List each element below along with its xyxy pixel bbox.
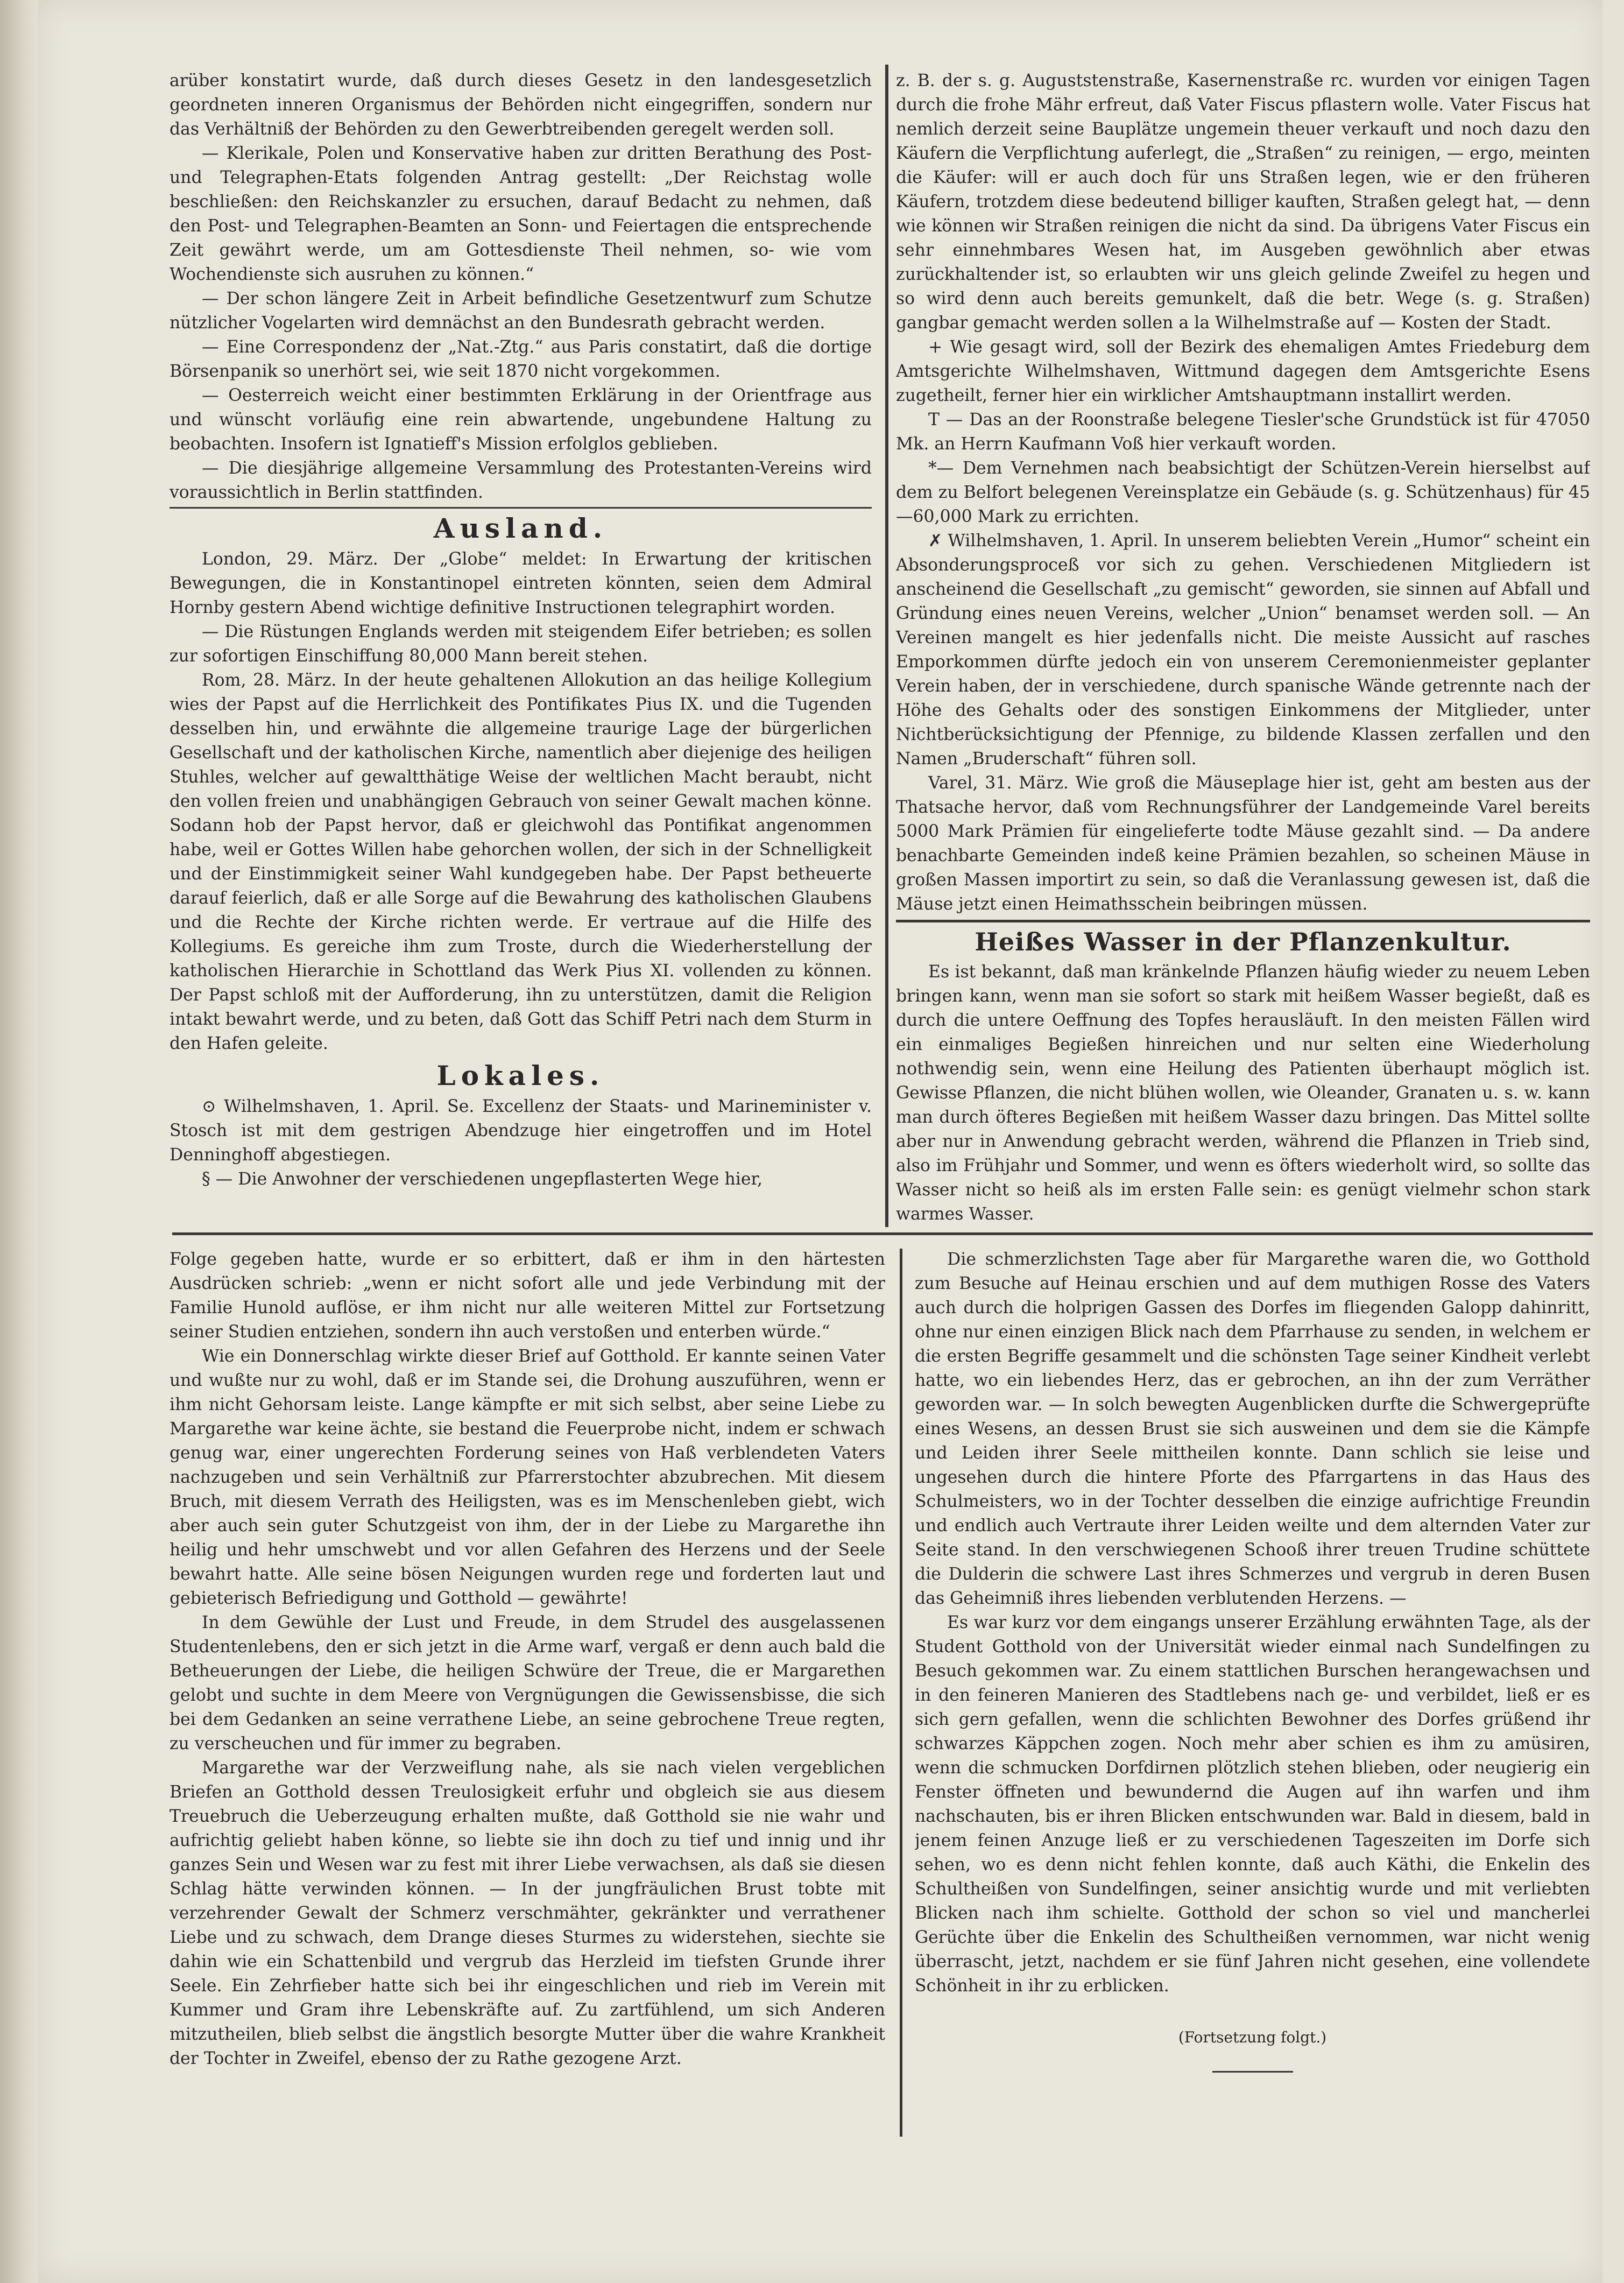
section-heading-lokales: Lokales. <box>436 1060 605 1091</box>
news-paragraph: ✗ Wilhelmshaven, 1. April. In unserem beliebten Verein „Humor“ scheint ein Absonderungsproceß vor sich zu gehen. Verschiedenen Mitgliedern ist anscheinend die Gesellschaft „zu gemischt“ geworden, sie sinnen auf Abfall und Gründung eines neuen Vereins, welcher „Union“ benamset werden soll. — An Vereinen mangelt es hier jedenfalls nicht. Die meiste Aussicht auf rasches Emporkommen dürfte jedoch ein von unserem Ceremonienmeister geplanter Verein haben, der in verschiedene, durch spanische Wände getrennte nach der Höhe des Gehalts oder des sonstigen Einkommens der Mitglieder, unter Nichtberücksichtigung der Pfennige, zu bildende Klassen zerfallen und den Namen „Bruderschaft“ führen soll. <box>896 531 1590 769</box>
news-paragraph: ⊙ Wilhelmshaven, 1. April. Se. Excellenz der Staats- und Marineminister v. Stosch ist mit dem gestrigen Abendzuge hier eingetroffen und im Hotel Denninghoff abgestiegen. <box>170 1097 872 1165</box>
story-paragraph: Folge gegeben hatte, wurde er so erbittert, daß er ihm in den härtesten Ausdrücken schrieb: „wenn er nicht sofort alle und jede Verbindung mit der Familie Hunold auflöse, er ihm nicht nur alle weiteren Mittel zur Fortsetzung seiner Studien entziehen, sondern ihn auch verstoßen und enterben würde.“ <box>170 1250 885 1342</box>
top-right-column <box>896 69 1590 1231</box>
end-rule <box>1212 2071 1293 2073</box>
bottom-right-column <box>915 1248 1590 2152</box>
section-divider-line <box>172 1232 1593 1235</box>
story-paragraph: Wie ein Donnerschlag wirkte dieser Brief auf Gotthold. Er kannte seinen Vater und wußte nur zu wohl, daß er im Stande sei, die Drohung auszuführen, wenn er ihm nicht Gehorsam leiste. Lange kämpfte er mit sich selbst, aber seine Liebe zu Margarethe war keine ächte, sie bestand die Feuerprobe nicht, indem er schwach genug war, einer ungerechten Forderung seines von Haß verblendeten Vaters nachzugeben und sein Verhältniß zur Pfarrerstochter abzubrechen. Mit diesem Bruch, mit diesem Verrath des Heiligsten, was es im Menschenleben giebt, wich aber auch sein guter Schutzgeist von ihm, der in der Liebe zu Margarethe ihn heilig und hehr umschwebt und vor allen Gefahren des Herzens und der Seele bewahrt hatte. Alle seine bösen Neigungen wurden rege und forderten laut und gebieterisch Befriedigung und Gotthold — gewährte! <box>170 1347 885 1608</box>
news-paragraph: London, 29. März. Der „Globe“ meldet: In Erwartung der kritischen Bewegungen, die in Konstantinopel eintreten könnten, seien dem Admiral Hornby gestern Abend wichtige definitive Instructionen telegraphirt worden. <box>170 549 872 617</box>
news-paragraph: — Der schon längere Zeit in Arbeit befindliche Gesetzentwurf zum Schutze nützlicher Vogelarten wird demnächst an den Bundesrath gebracht werden. <box>170 289 872 333</box>
news-paragraph: — Oesterreich weicht einer bestimmten Erklärung in der Orientfrage aus und wünscht vorläufig eine rein abwartende, ungebundene Haltung zu beobachten. Insofern ist Ignatieff's Mission erfolglos geblieben. <box>170 386 872 454</box>
column-rule-bottom <box>900 1249 902 2137</box>
bottom-left-column <box>170 1248 885 2152</box>
news-paragraph: arüber konstatirt wurde, daß durch dieses Gesetz in den landesgesetzlich geordneten inneren Organismus der Behörden nicht eingegriffen, sondern nur das Verhältniß der Behörden zu den Gewerbtreibenden geregelt werden soll. <box>170 71 872 139</box>
story-paragraph: Margarethe war der Verzweiflung nahe, als sie nach vielen vergeblichen Briefen an Gotthold dessen Treulosigkeit erfuhr und obgleich sie aus diesem Treuebruch die Ueberzeugung erhalten mußte, daß Gotthold sie nie wahr und aufrichtig geliebt haben könne, so liebte sie ihn doch zu tief und innig und ihr ganzes Sein und Wesen war zu fest mit ihrer Liebe verwachsen, als daß sie diesen Schlag hätte verwinden können. — In der jungfräulichen Brust tobte mit verzehrender Gewalt der Schmerz verschmähter, gekränkter und verrathener Liebe und zu schwach, dem Drange dieses Sturmes zu widerstehen, siechte sie dahin wie ein Schattenbild und vergrub das Herzleid im tiefsten Grunde ihrer Seele. Ein Zehrfieber hatte sich bei ihr eingeschlichen und rieb im Verein mit Kummer und Gram ihre Lebenskräfte auf. Zu zartfühlend, um sich Anderen mitzutheilen, blieb selbst die ängstlich besorgte Mutter über die wahre Krankheit der Tochter in Zweifel, ebenso der zu Rathe gezogene Arzt. <box>170 1758 885 2068</box>
news-paragraph: Rom, 28. März. In der heute gehaltenen Allokution an das heilige Kollegium wies der Papst auf die Herrlichkeit des Pontifikates Pius IX. und die Tugenden desselben hin, und erwähnte die allgemeine traurige Lage der bürgerlichen Gesellschaft und der katholischen Kirche, namentlich aber diejenige des heiligen Stuhles, welcher auf gewaltthätige Weise der weltlichen Macht beraubt, nicht den vollen freien und unabhängigen Gebrauch von seiner Gewalt machen könne. Sodann hob der Papst hervor, daß er gleichwohl das Pontifikat angenommen habe, weil er Gottes Willen habe gehorchen wollen, der sich in der Schnelligkeit und der Einstimmigkeit seiner Wahl kundgegeben habe. Der Papst betheuerte darauf feierlich, daß er alle Sorge auf die Bewahrung des katholischen Glaubens und die Rechte der Kirche richten werde. Er vertraue auf die Hilfe des Kollegiums. Es gereiche ihm zum Troste, durch die Wiederherstellung der katholischen Hierarchie in Schottland das Werk Pius XI. vollenden zu können. Der Papst schloß mit der Aufforderung, ihn zu unterstützen, damit die Religion intakt bewahrt werde, und zu beten, daß Gott das Schiff Petri nach dem Sturm in den Hafen geleite. <box>170 671 872 1053</box>
news-paragraph: § — Die Anwohner der verschiedenen ungepflasterten Wege hier, <box>202 1169 763 1189</box>
news-paragraph: — Eine Correspondenz der „Nat.-Ztg.“ aus Paris constatirt, daß die dortige Börsenpanik so unerhört sei, wie seit 1870 nicht vorgekommen. <box>170 337 872 381</box>
column-rule-top <box>885 65 888 1227</box>
story-paragraph: In dem Gewühle der Lust und Freude, in dem Strudel des ausgelassenen Studentenlebens, den er sich jetzt in die Arme warf, vergaß er denn auch bald die Betheuerungen der Liebe, die heiligen Schwüre der Treue, die er Margarethen gelobt und suchte in dem Meere von Vergnügungen die Gewissensbisse, die sich bei dem Gedanken an seine verrathene Liebe, an seine gebrochene Treue regten, zu verscheuchen und für immer zu begraben. <box>170 1613 885 1753</box>
article-heading: Heißes Wasser in der Pflanzenkultur. <box>975 927 1512 956</box>
story-paragraph: Die schmerzlichsten Tage aber für Margarethe waren die, wo Gotthold zum Besuche auf Heinau erschien und auf dem muthigen Rosse des Vaters auch durch die holprigen Gassen des Dorfes im fliegenden Galopp dahinritt, ohne nur einen einzigen Blick nach dem Pfarrhause zu senden, in welchem er die ersten Begriffe gesammelt und die schönsten Tage seiner Kindheit verlebt hatte, wo ein liebendes Herz, das er gebrochen, an ihn der zum Verräther geworden war. — In solch bewegten Augenblicken durfte die Schwergeprüfte eines Wesens, an dessen Brust sie sich ausweinen und dem sie die Kämpfe und Leiden ihrer Seele mittheilen konnte. Dann schlich sie leise und ungesehen durch die hintere Pforte des Pfarrgartens in das Haus des Schulmeisters, wo in der Tochter desselben die einzige aufrichtige Freundin und endlich auch Vertraute ihrer Leiden weilte und dem alternden Vater zur Seite stand. In den verschwiegenen Schooß ihrer treuen Trudine schüttete die Dulderin die schwere Last ihres Schmerzes und vergrub in deren Busen das Geheimniß ihres liebenden verblutenden Herzens. — <box>915 1250 1590 1608</box>
top-left-column <box>170 69 872 1231</box>
news-paragraph: T — Das an der Roonstraße belegene Tiesler'sche Grundstück ist für 47050 Mk. an Herrn Kaufmann Voß hier verkauft worden. <box>896 410 1590 454</box>
heading-rule <box>896 920 1590 922</box>
continuation-note: (Fortsetzung folgt.) <box>1178 2028 1327 2046</box>
article-paragraph: Es ist bekannt, daß man kränkelnde Pflanzen häufig wieder zu neuem Leben bringen kann, wenn man sie sofort so stark mit heißem Wasser begießt, daß es durch die untere Oeffnung des Topfes herausläuft. In den meisten Fällen wird ein einmaliges Begießen hinreichen und nur selten eine Wiederholung nothwendig sein, wenn eine Heilung des Patienten überhaupt möglich ist. Gewisse Pflanzen, die nicht blühen wollen, wie Oleander, Granaten u. s. w. kann man durch öfteres Begießen mit heißem Wasser dazu bringen. Das Mittel sollte aber nur in Anwendung gebracht werden, während die Pflanzen in Trieb sind, also im Frühjahr und Sommer, und wenn es öfters wiederholt wird, so sollte das Wasser nicht so heiß als im ersten Falle sein: es genügt vielmehr schon stark warmes Wasser. <box>896 962 1590 1224</box>
news-paragraph: — Die diesjährige allgemeine Versammlung des Protestanten-Vereins wird voraussichtlich in Berlin stattfinden. <box>170 459 872 502</box>
news-paragraph: *— Dem Vernehmen nach beabsichtigt der Schützen-Verein hierselbst auf dem zu Belfort belegenen Vereinsplatze ein Gebäude (s. g. Schützenhaus) für 45—60,000 Mark zu errichten. <box>896 459 1590 526</box>
section-heading-ausland: Ausland. <box>433 512 608 544</box>
story-paragraph: Es war kurz vor dem eingangs unserer Erzählung erwähnten Tage, als der Student Gotthold von der Universität wieder einmal nach Sundelfingen zu Besuch gekommen war. Zu einem stattlichen Burschen herangewachsen und in den feineren Manieren des Stadtlebens nach ge- und verbildet, ließ er es sich gern gefallen, wenn die schlichten Bewohner des Dorfes grüßend ihr schwarzes Käppchen zogen. Noch mehr aber schien es ihm zu amüsiren, wenn die schmucken Dorfdirnen plötzlich stehen blieben, oder neugierig ein Fenster öffneten und bewundernd die Augen auf ihn warfen und ihm nachschauten, bis er ihren Blicken entschwunden war. Bald in diesem, bald in jenem feinen Anzuge ließ er zu verschiedenen Tageszeiten im Dorfe sich sehen, wo es denn nicht fehlen konnte, daß auch Käthi, die Enkelin des Schultheißen von Sundelfingen, seiner ansichtig wurde und mit verliebten Blicken nach ihm schielte. Gotthold der schon so viel und mancherlei Gerüchte über die Enkelin des Schultheißen vernommen, war nicht wenig überrascht, jetzt, nachdem er sie fünf Jahren nicht gesehen, eine vollendete Schönheit in ihr zu erblicken. <box>915 1613 1590 1996</box>
news-paragraph: — Klerikale, Polen und Konservative haben zur dritten Berathung des Post- und Telegraphen-Etats folgenden Antrag gestellt: „Der Reichstag wolle beschließen: den Reichskanzler zu ersuchen, darauf Bedacht zu nehmen, daß den Post- und Telegraphen-Beamten an Sonn- und Feiertagen die entsprechende Zeit gewährt werde, um am Gottesdienste Theil nehmen, so- wie vom Wochendienste sich ausruhen zu können.“ <box>170 144 872 284</box>
news-paragraph: z. B. der s. g. Auguststenstraße, Kasernenstraße rc. wurden vor einigen Tagen durch die frohe Mähr erfreut, daß Vater Fiscus pflastern wolle. Vater Fiscus hat nemlich derzeit seine Bauplätze ungemein theuer verkauft und noch dazu den Käufern die Verpflichtung auferlegt, die „Straßen“ zu reinigen, — ergo, meinten die Käufer: will er auch doch für uns Straßen legen, wie er den früheren Käufern, trotzdem diese bedeutend billiger kauften, Straßen gelegt hat, — denn wie können wir Straßen reinigen die nicht da sind. Da übrigens Vater Fiscus ein sehr einnehmbares Wesen hat, im Ausgeben gewöhnlich aber etwas zurückhaltender ist, so erlaubten wir uns gleich gelinde Zweifel zu hegen und so wird denn auch bereits gemunkelt, daß die betr. Wege (s. g. Straßen) gangbar gemacht werden sollen a la Wilhelmstraße auf — Kosten der Stadt. <box>896 71 1590 333</box>
news-paragraph: Varel, 31. März. Wie groß die Mäuseplage hier ist, geht am besten aus der Thatsache hervor, daß vom Rechnungsführer der Landgemeinde Varel bereits 5000 Mark Prämien für eingelieferte todte Mäuse gezahlt sind. — Da andere benachbarte Gemeinden indeß keine Prämien bezahlen, so scheinen Mäuse in großen Massen importirt zu sein, so daß die Veranlassung gewesen ist, daß die Mäuse jetzt einen Heimathsschein beibringen müssen. <box>896 773 1590 914</box>
news-paragraph: — Die Rüstungen Englands werden mit steigendem Eifer betrieben; es sollen zur sofortigen Einschiffung 80,000 Mann bereit stehen. <box>170 622 872 666</box>
page-binding-edge <box>0 0 38 2283</box>
news-paragraph: + Wie gesagt wird, soll der Bezirk des ehemaligen Amtes Friedeburg dem Amtsgerichte Wilhelmshaven, Wittmund dagegen dem Amtsgerichte Esens zugetheilt, ferner hier ein wirklicher Amtshauptmann installirt werden. <box>896 337 1590 405</box>
heading-rule <box>170 507 872 509</box>
